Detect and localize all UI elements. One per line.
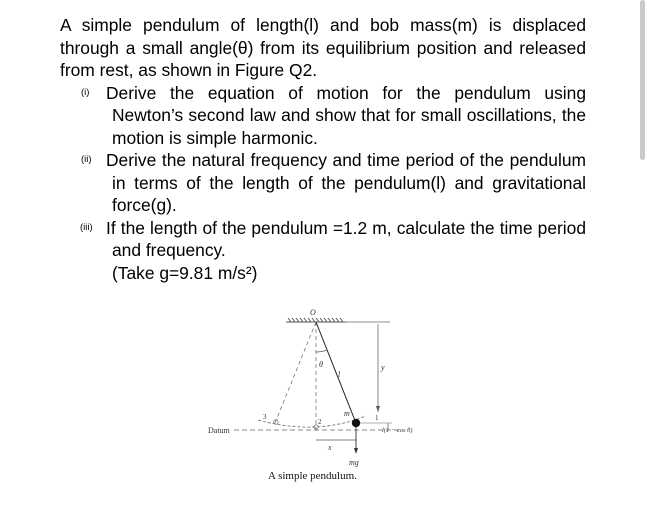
question-part-i <box>60 82 586 150</box>
weight-label: mg <box>349 458 359 467</box>
angle-arc <box>316 350 327 352</box>
pendulum-figure <box>200 304 445 486</box>
pendulum-bob <box>352 419 360 427</box>
angle-label: θ <box>319 360 323 369</box>
mass-label: m <box>344 409 350 418</box>
question-text <box>60 14 586 284</box>
scrollbar[interactable] <box>637 0 647 516</box>
ceiling-support <box>286 318 346 322</box>
position-2-label: 2 <box>318 418 322 426</box>
datum-label: Datum <box>208 426 230 435</box>
part-text: If the length of the pendulum =1.2 m, calculate the time period and frequency. <box>106 217 586 260</box>
weight-arrowhead <box>354 448 358 454</box>
figure-caption: A simple pendulum. <box>268 470 357 482</box>
part-text: Derive the natural frequency and time period of the pendulum in terms of the length of the pendulum(l) and gravitational force(g). <box>106 150 586 215</box>
part-marker: (ii) <box>81 154 92 165</box>
pivot-label: O <box>310 308 316 317</box>
part-marker: (i) <box>81 86 90 98</box>
position-3-label: 3 <box>263 413 267 421</box>
x-label: x <box>328 443 332 452</box>
pendulum-string <box>316 322 356 423</box>
question-intro: A simple pendulum of length(l) and bob mass(m) is displaced through a small angle(θ) from its equilibrium position and released from rest, as shown in Figure Q2. <box>60 15 586 80</box>
part-text: Derive the equation of motion for the pendulum using Newton’s second law and show that for small oscillations, the motion is simple harmonic. <box>106 82 586 148</box>
y-label: y <box>381 363 385 372</box>
swing-arc <box>258 416 366 427</box>
length-label: l <box>338 370 341 379</box>
question-part-iii <box>60 217 586 262</box>
height-label: l(1 − cos θ) <box>382 427 413 434</box>
y-arrowhead <box>376 406 380 412</box>
position-1-label: 1 <box>375 414 379 422</box>
scrollbar-thumb[interactable] <box>640 0 645 160</box>
pendulum-diagram <box>200 304 445 486</box>
question-part-ii <box>60 149 586 217</box>
gravity-note: (Take g=9.81 m/s²) <box>112 262 258 283</box>
part-marker: (iii) <box>80 221 93 233</box>
extreme-position-string <box>275 322 316 423</box>
